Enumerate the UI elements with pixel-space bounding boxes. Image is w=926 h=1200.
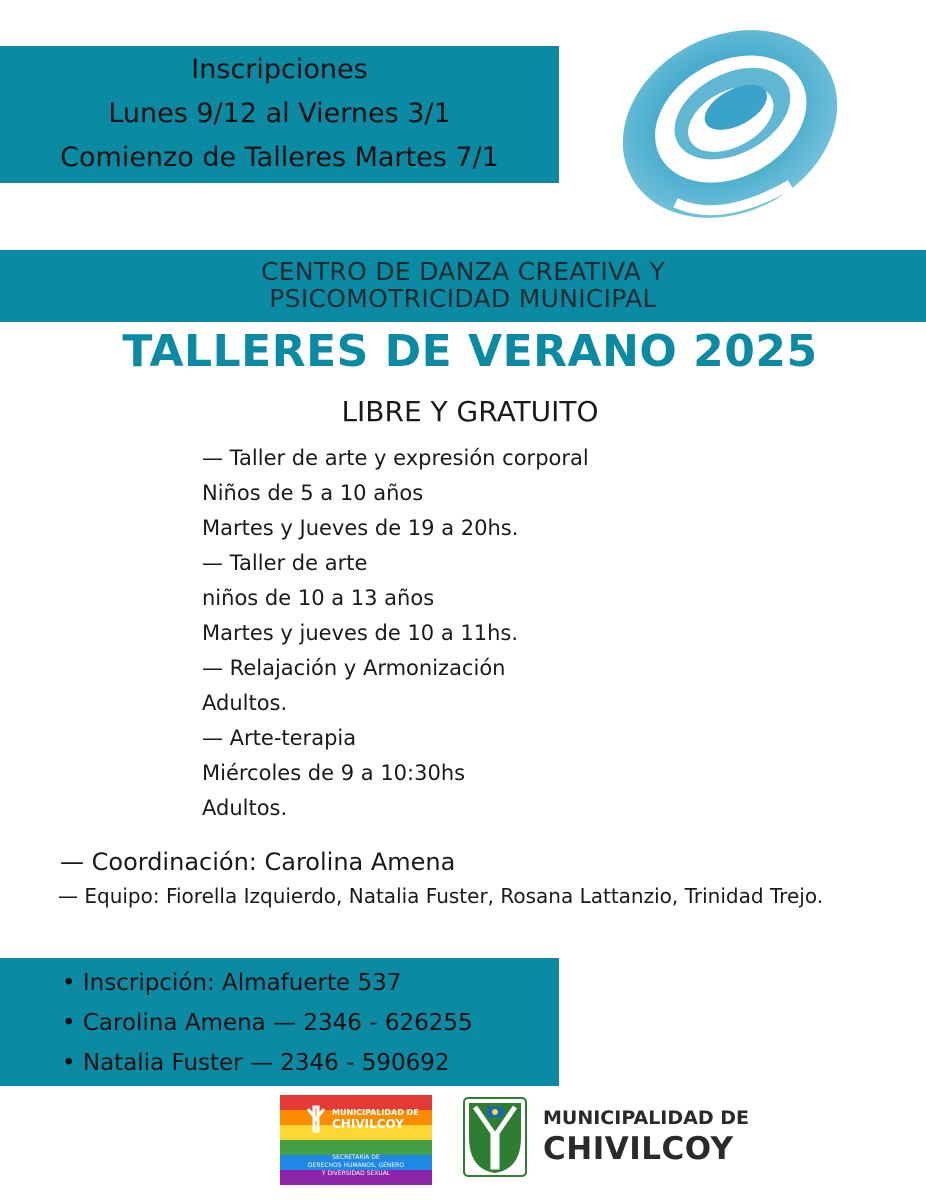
pride-logo-line-2: CHIVILCOY [332, 1117, 404, 1131]
municipal-logo-line-2: CHIVILCOY [543, 1131, 734, 1167]
list-item: Miércoles de 9 a 10:30hs [202, 761, 466, 785]
contact-banner [0, 958, 559, 1086]
pride-logo-line-4: DERECHOS HUMANOS, GÉNERO [307, 1162, 405, 1169]
pride-logo-line-5: Y DIVERSIDAD SEXUAL [321, 1170, 391, 1177]
centro-line-1: CENTRO DE DANZA CREATIVA Y [260, 257, 666, 286]
list-item: — Relajación y Armonización [202, 656, 506, 680]
inscripciones-dates: Lunes 9/12 al Viernes 3/1 [108, 98, 451, 129]
talleres-start-date: Comienzo de Talleres Martes 7/1 [60, 142, 499, 173]
swirl-logo-icon [615, 18, 845, 230]
list-item: Niños de 5 a 10 años [202, 481, 424, 505]
municipal-logo [463, 1097, 763, 1177]
list-item: — Taller de arte y expresión corporal [202, 446, 589, 470]
list-item: Adultos. [202, 691, 288, 715]
centro-banner [0, 250, 926, 322]
list-item: Adultos. [202, 796, 288, 820]
page-title: TALLERES DE VERANO 2025 [122, 326, 818, 377]
subtitle: LIBRE Y GRATUITO [341, 395, 599, 428]
equipo-text: — Equipo: Fiorella Izquierdo, Natalia Fuster, Rosana Lattanzio, Trinidad Trejo. [58, 884, 824, 908]
inscripciones-banner [0, 46, 559, 183]
pride-municipal-logo [280, 1095, 432, 1185]
list-item: — Taller de arte [202, 551, 368, 575]
inscripciones-heading: Inscripciones [191, 54, 368, 85]
contact-item: • Carolina Amena — 2346 - 626255 [62, 1010, 473, 1036]
list-item: Martes y jueves de 10 a 11hs. [202, 621, 519, 645]
list-item: Martes y Jueves de 19 a 20hs. [202, 516, 519, 540]
pride-logo-line-1: MUNICIPALIDAD DE [332, 1108, 419, 1117]
municipal-logo-line-1: MUNICIPALIDAD DE [543, 1107, 749, 1129]
shield-icon [463, 1097, 527, 1177]
contact-item: • Inscripción: Almafuerte 537 [62, 970, 402, 996]
list-item: — Arte-terapia [202, 726, 357, 750]
workshops-list [202, 441, 589, 826]
centro-line-2: PSICOMOTRICIDAD MUNICIPAL [269, 284, 657, 313]
contact-item: • Natalia Fuster — 2346 - 590692 [62, 1050, 450, 1076]
coordinacion-text: — Coordinación: Carolina Amena [60, 848, 456, 876]
pride-logo-line-3: SECRETARÍA DE [332, 1154, 380, 1161]
list-item: niños de 10 a 13 años [202, 586, 435, 610]
